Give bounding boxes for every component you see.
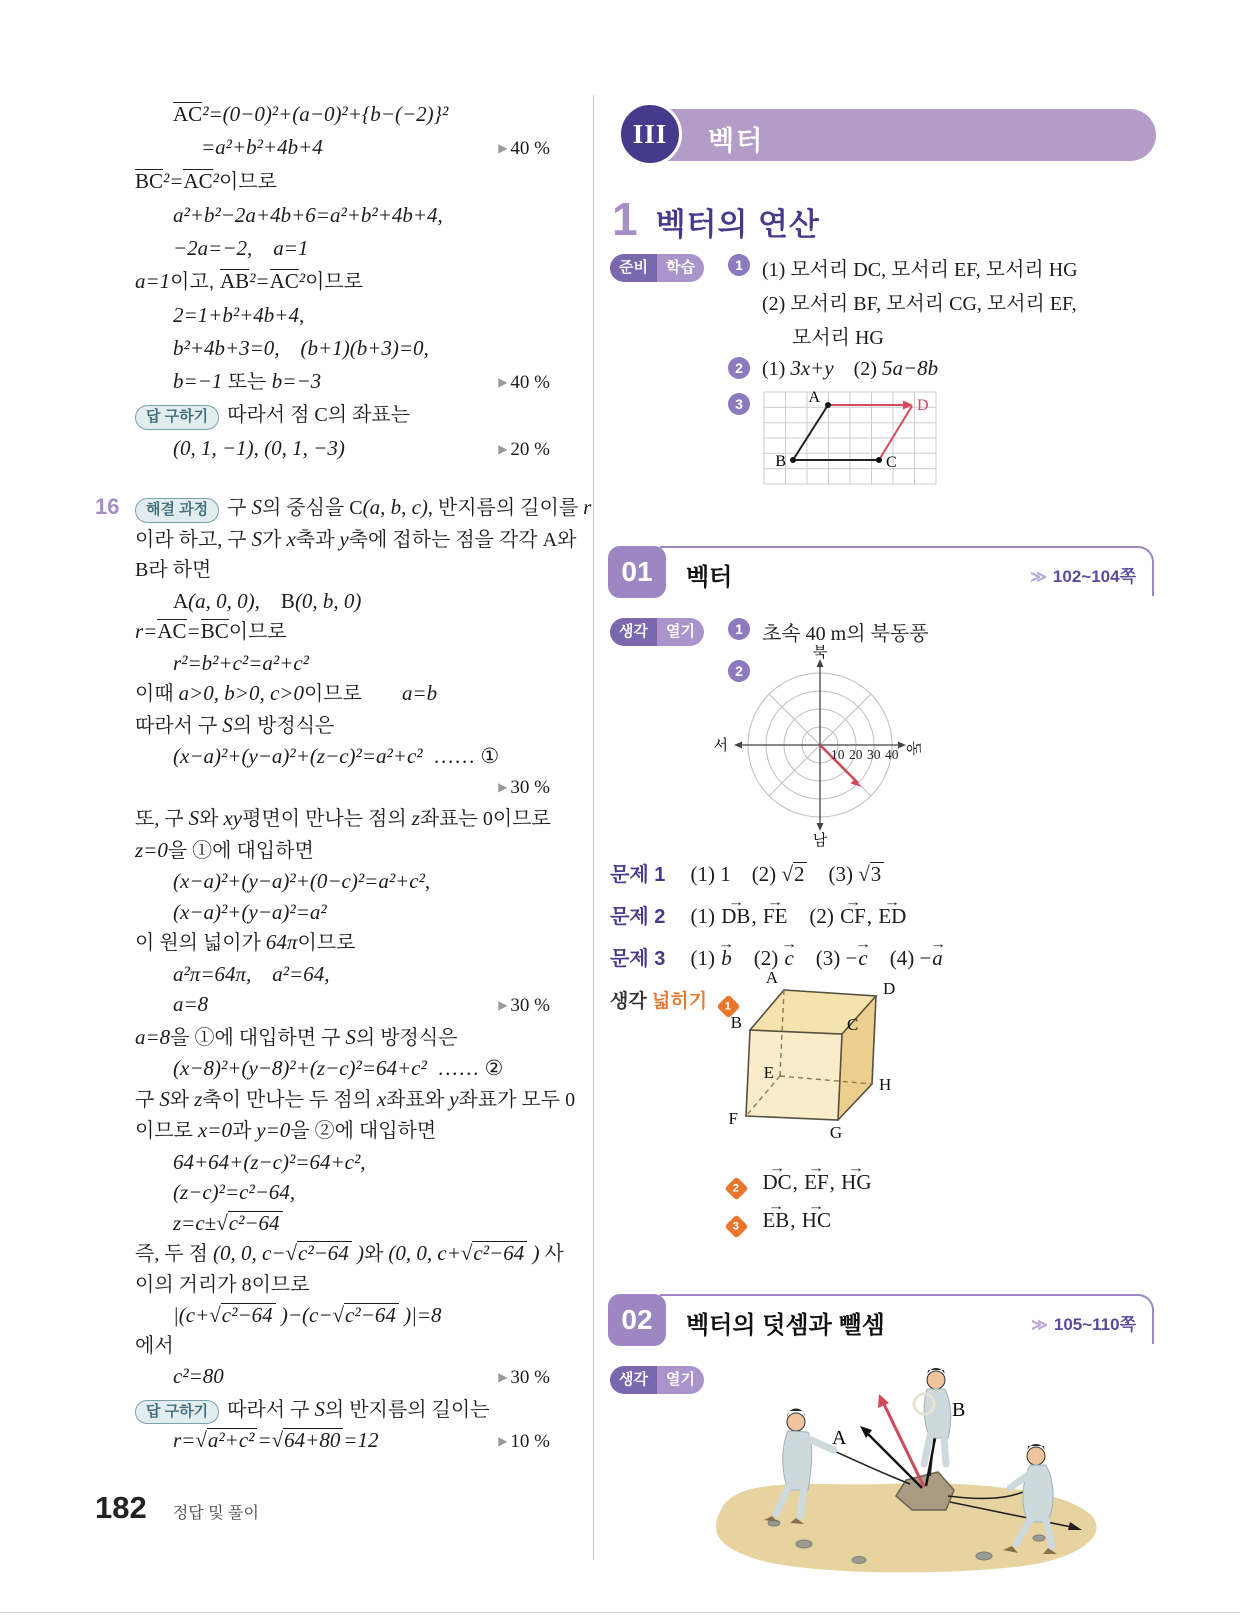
cube-label-c: C (847, 1015, 859, 1034)
problem-1-answer: (1) 1 (2) √2 (3) √3 (690, 862, 884, 886)
triangle-marker-icon: ▶ (498, 375, 508, 389)
think-widen-label: 생각 넓히기 1 (610, 986, 737, 1015)
problem-16-solution (135, 492, 592, 1458)
cube-label-h: H (879, 1075, 892, 1094)
svg-text:20: 20 (849, 747, 863, 762)
chapter-title: 벡터 (708, 126, 765, 156)
prep-item-1-line-2: (2) 모서리 BF, 모서리 CG, 모서리 EF, (762, 293, 1077, 315)
score-percent: ▶ 30 % (498, 995, 550, 1016)
solution-line: a=8을 ①에 대입하면 구 S의 방정식은 (135, 1024, 458, 1049)
step-badge: 해결 과정 (135, 498, 219, 523)
solution-line: 이 원의 넓이가 64π이므로 (135, 930, 356, 954)
solution-line: 이때 a>0, b>0, c>0이므로 a=b (135, 681, 438, 705)
think1-item-2-marker: 2 (728, 660, 750, 682)
subsection-01-number: 01 (608, 546, 666, 598)
workers-pulling-stone-illustration (684, 1338, 1124, 1584)
solution-line: 이므로 x=0과 y=0을 ②에 대입하면 (135, 1118, 437, 1142)
solution-line: 64+64+(z−c)²=64+c², (173, 1149, 366, 1174)
solution-line: =a²+b²+4b+4 ▶ 40 % (135, 131, 550, 165)
triangle-marker-icon: ▶ (498, 779, 508, 794)
compass-tick-labels (831, 747, 899, 762)
solution-line: 이라 하고, 구 S가 x축과 y축에 접하는 점을 각각 A와 (135, 526, 577, 551)
force-label-b: B (952, 1399, 966, 1421)
prep-item-1-line-1: (1) 모서리 DC, 모서리 EF, 모서리 HG (762, 259, 1078, 281)
solution-block-top (135, 98, 550, 466)
compass-west-label: 서 (713, 738, 728, 754)
solution-line: 이의 거리가 8이므로 (135, 1273, 310, 1296)
solution-line: 에서 (135, 1334, 174, 1357)
grid-label-d: D (917, 397, 929, 414)
compass-south-label: 남 (812, 833, 828, 849)
solution-line: b²+4b+3=0, (b+1)(b+3)=0, (173, 336, 429, 360)
prep-study-badge: 준비 학습 (610, 254, 704, 282)
solution-line: (x−a)²+(y−a)²+(z−c)²=a²+c² …… ① (173, 744, 500, 768)
solution-line: a²π=64π, a²=64, (173, 961, 330, 986)
grid-label-a: A (808, 390, 820, 406)
page-number: 182 (95, 1490, 147, 1525)
solution-line: 또, 구 S와 xy평면이 만나는 점의 z좌표는 0이므로 (135, 806, 551, 830)
solution-line: z=c±√c²−64 (135, 1208, 550, 1239)
score-percent: ▶ 20 % (498, 439, 550, 460)
think-open-badge-2: 생각 열기 (610, 1366, 704, 1394)
cube-label-g: G (829, 1123, 843, 1142)
cube-vector-diagram (718, 966, 930, 1150)
parallelogram-grid-diagram (762, 390, 938, 486)
section-title-text: 벡터의 연산 (655, 207, 820, 242)
solution-line: a=8 ▶ 30 % (135, 989, 550, 1022)
solution-line: r=AC=BC이므로 (135, 619, 287, 643)
subsection-01-header (608, 546, 1156, 602)
problem-2-answer: (1) → DB, → FE (2) → CF, → ED (690, 904, 907, 928)
score-percent: ▶ 40 % (498, 372, 550, 393)
triangle-marker-icon: ▶ (498, 442, 508, 456)
cube-label-d: D (883, 979, 896, 998)
think1-item-1-answer: 초속 40 m의 북동풍 (762, 623, 929, 645)
triangle-marker-icon: ▶ (498, 141, 508, 155)
prep-item-1-marker: 1 (728, 254, 750, 276)
compass-north-label: 북 (812, 645, 828, 661)
problem-1-label: 문제 1 (610, 864, 666, 886)
solution-line (135, 772, 550, 804)
page-footer (95, 1490, 259, 1526)
prep-item-2-marker: 2 (728, 357, 750, 379)
think1-item-1-marker: 1 (728, 618, 750, 640)
widen-item-2-row (728, 1168, 873, 1197)
prep-item-2-answer: (1) 3x+y (2) 5a−8b (762, 356, 939, 380)
solution-line: a=1이고, AB²=AC²이므로 (135, 269, 364, 293)
score-percent: ▶ 30 % (498, 776, 550, 798)
problem-2-answer-row (610, 900, 907, 929)
subsection-02-pages: ≫ 105~110쪽 (1031, 1314, 1136, 1334)
widen-item-3-marker: 3 (724, 1214, 748, 1238)
solution-line: BC²=AC²이므로 (135, 169, 277, 193)
chevron-icon: ≫ (1030, 568, 1047, 586)
cube-label-a: A (765, 968, 778, 987)
cube-label-f: F (728, 1109, 738, 1128)
compass-east-label: 동 (905, 741, 921, 756)
wind-vector-compass-diagram (712, 645, 928, 849)
solution-line: 답 구하기 따라서 구 S의 반지름의 길이는 (135, 1394, 550, 1426)
solution-line: z=0을 ①에 대입하면 (135, 837, 314, 862)
cube-label-b: B (730, 1013, 742, 1032)
solution-line: r²=b²+c²=a²+c² (173, 650, 309, 675)
chapter-numeral-badge: III (618, 102, 682, 166)
problem-16 (95, 492, 592, 1458)
chapter-header (608, 102, 1156, 168)
cube-label-e: E (763, 1063, 774, 1082)
score-percent: ▶ 30 % (498, 1367, 550, 1388)
solution-line: b=−1 또는 b=−3 ▶ 40 % (135, 365, 550, 399)
solution-line: 즉, 두 점 (0, 0, c−√c²−64 )와 (0, 0, c+√c²−64 ) 사 (135, 1241, 564, 1265)
grid-label-b: B (775, 453, 786, 470)
solution-line: −2a=−2, a=1 (173, 236, 309, 260)
widen-item-3-answer: → EB, → HC (761, 1208, 832, 1232)
solution-line: AC²=(0−0)²+(a−0)²+{b−(−2)}² (173, 102, 449, 126)
svg-text:10: 10 (831, 747, 845, 762)
widen-item-1-marker: 1 (717, 994, 741, 1018)
chevron-icon: ≫ (1031, 1316, 1048, 1334)
solution-line: 2=1+b²+4b+4, (173, 303, 305, 327)
solution-line: (x−a)²+(y−a)²+(0−c)²=a²+c², (173, 869, 431, 893)
problem-1-answer-row (610, 858, 884, 887)
solution-line: (x−8)²+(y−8)²+(z−c)²=64+c² …… ② (173, 1056, 504, 1080)
solution-line: 따라서 구 S의 방정식은 (135, 712, 335, 737)
solution-line: 답 구하기 따라서 점 C의 좌표는 (135, 399, 550, 432)
step-badge: 답 구하기 (135, 405, 219, 430)
prep-item-3-marker: 3 (728, 393, 750, 415)
widen-item-2-answer: → DC, → EF, → HG (761, 1170, 872, 1194)
widen-item-2-marker: 2 (724, 1176, 748, 1200)
solution-line: (x−a)²+(y−a)²=a² (173, 899, 327, 924)
solution-line: B라 하면 (135, 559, 212, 581)
subsection-01-pages: ≫ 102~104쪽 (1030, 566, 1136, 586)
svg-text:40: 40 (885, 747, 899, 762)
score-percent: ▶ 10 % (498, 1431, 550, 1452)
grid-label-c: C (886, 454, 897, 471)
subsection-02-title: 벡터의 덧셈과 뺄셈 (686, 1311, 885, 1339)
column-divider (593, 95, 594, 1560)
think-open-badge-1: 생각 열기 (610, 618, 704, 646)
svg-text:30: 30 (867, 747, 881, 762)
solutions-column (95, 98, 592, 1458)
footer-label: 정답 및 풀이 (172, 1505, 259, 1522)
solution-line: a²+b²−2a+4b+6=a²+b²+4b+4, (173, 203, 443, 227)
solution-line: 구 S와 z축이 만나는 두 점의 x좌표와 y좌표가 모두 0 (135, 1086, 576, 1111)
prep-item-1-line-3: 모서리 HG (792, 327, 884, 349)
problem-3-label: 문제 3 (610, 948, 666, 970)
problem-2-label: 문제 2 (610, 906, 666, 928)
subsection-02-number: 02 (608, 1294, 666, 1346)
section-number: 1 (612, 193, 638, 245)
answers-column (608, 0, 1156, 1624)
stone (896, 1472, 954, 1510)
solution-line: A(a, 0, 0), B(0, b, 0) (173, 588, 362, 613)
solution-line: (z−c)²=c²−64, (173, 1180, 296, 1204)
solution-line: (0, 1, −1), (0, 1, −3) ▶ 20 % (135, 432, 550, 466)
problem-number: 16 (95, 494, 120, 519)
score-percent: ▶ 40 % (498, 138, 550, 159)
subsection-01-title: 벡터 (686, 563, 733, 591)
force-label-a: A (832, 1427, 847, 1449)
section-title (612, 192, 820, 246)
triangle-marker-icon: ▶ (498, 1370, 508, 1384)
step-badge: 답 구하기 (135, 1400, 219, 1425)
solution-line: r=√a²+c² =√64+80 =12 ▶ 10 % (135, 1425, 550, 1458)
solution-line: c²=80 ▶ 30 % (135, 1361, 550, 1394)
triangle-marker-icon: ▶ (498, 1434, 508, 1448)
triangle-marker-icon: ▶ (498, 998, 508, 1012)
solution-line: |(c+√c²−64 )−(c−√c²−64 )|=8 (173, 1303, 442, 1327)
problem-3-answer: (1) → b (2) → c (3) −→ c (4) −→ a (690, 946, 943, 970)
solution-line: 해결 과정 구 S의 중심을 C(a, b, c), 반지름의 길이를 r (135, 492, 550, 524)
widen-item-3-row (728, 1206, 832, 1235)
